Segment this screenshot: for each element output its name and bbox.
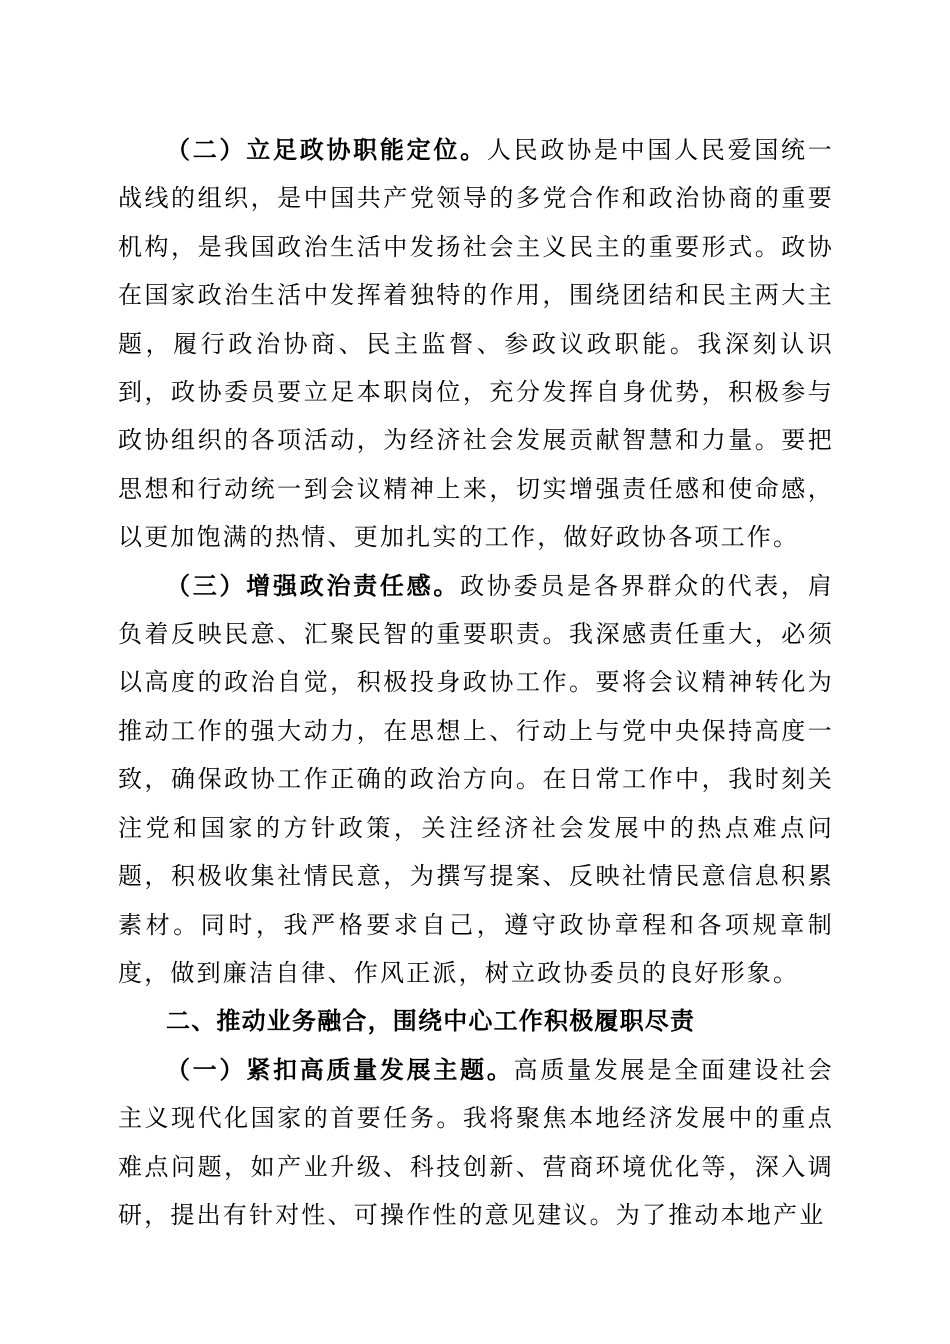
- paragraph-political-responsibility: [118, 562, 834, 998]
- paragraph-text: 人民政协是中国人民爱国统一战线的组织，是中国共产党领导的多党合作和政治协商的重要机构，是我国政治生活中发扬社会主义民主的重要形式。政协在国家政治生活中发挥着独特的作用，围绕团结和民主两大主题，履行政治协商、民主监督、参政议政职能。我深刻认识到，政协委员要立足本职岗位，充分发挥自身优势，积极参与政协组织的各项活动，为经济社会发展贡献智慧和力量。要把思想和行动统一到会议精神上来，切实增强责任感和使命感，以更加饱满的热情、更加扎实的工作，做好政协各项工作。: [118, 136, 834, 552]
- paragraph-text: 高质量发展是全面建设社会主义现代化国家的首要任务。我将聚焦本地经济发展中的重点难点问题，如产业升级、科技创新、营商环境优化等，深入调研，提出有针对性、可操作性的意见建议。为了推动本地产业: [118, 1055, 834, 1229]
- paragraph-lead-heading: （三）增强政治责任感。: [166, 570, 461, 600]
- paragraph-text: 政协委员是各界群众的代表，肩负着反映民意、汇聚民智的重要职责。我深感责任重大，必须以高度的政治自觉，积极投身政协工作。要将会议精神转化为推动工作的强大动力，在思想上、行动上与党中央保持高度一致，确保政协工作正确的政治方向。在日常工作中，我时刻关注党和国家的方针政策，关注经济社会发展中的热点难点问题，积极收集社情民意，为撰写提案、反映社情民意信息积累素材。同时，我严格要求自己，遵守政协章程和各项规章制度，做到廉洁自律、作风正派，树立政协委员的良好形象。: [118, 571, 834, 987]
- section-heading: 二、推动业务融合，围绕中心工作积极履职尽责: [166, 1007, 696, 1036]
- document-body: [118, 126, 834, 1239]
- paragraph-political-consultation-role: [118, 126, 834, 562]
- paragraph-high-quality-development: [118, 1046, 834, 1240]
- paragraph-lead-heading: （一）紧扣高质量发展主题。: [166, 1054, 514, 1084]
- paragraph-lead-heading: （二）立足政协职能定位。: [166, 135, 487, 164]
